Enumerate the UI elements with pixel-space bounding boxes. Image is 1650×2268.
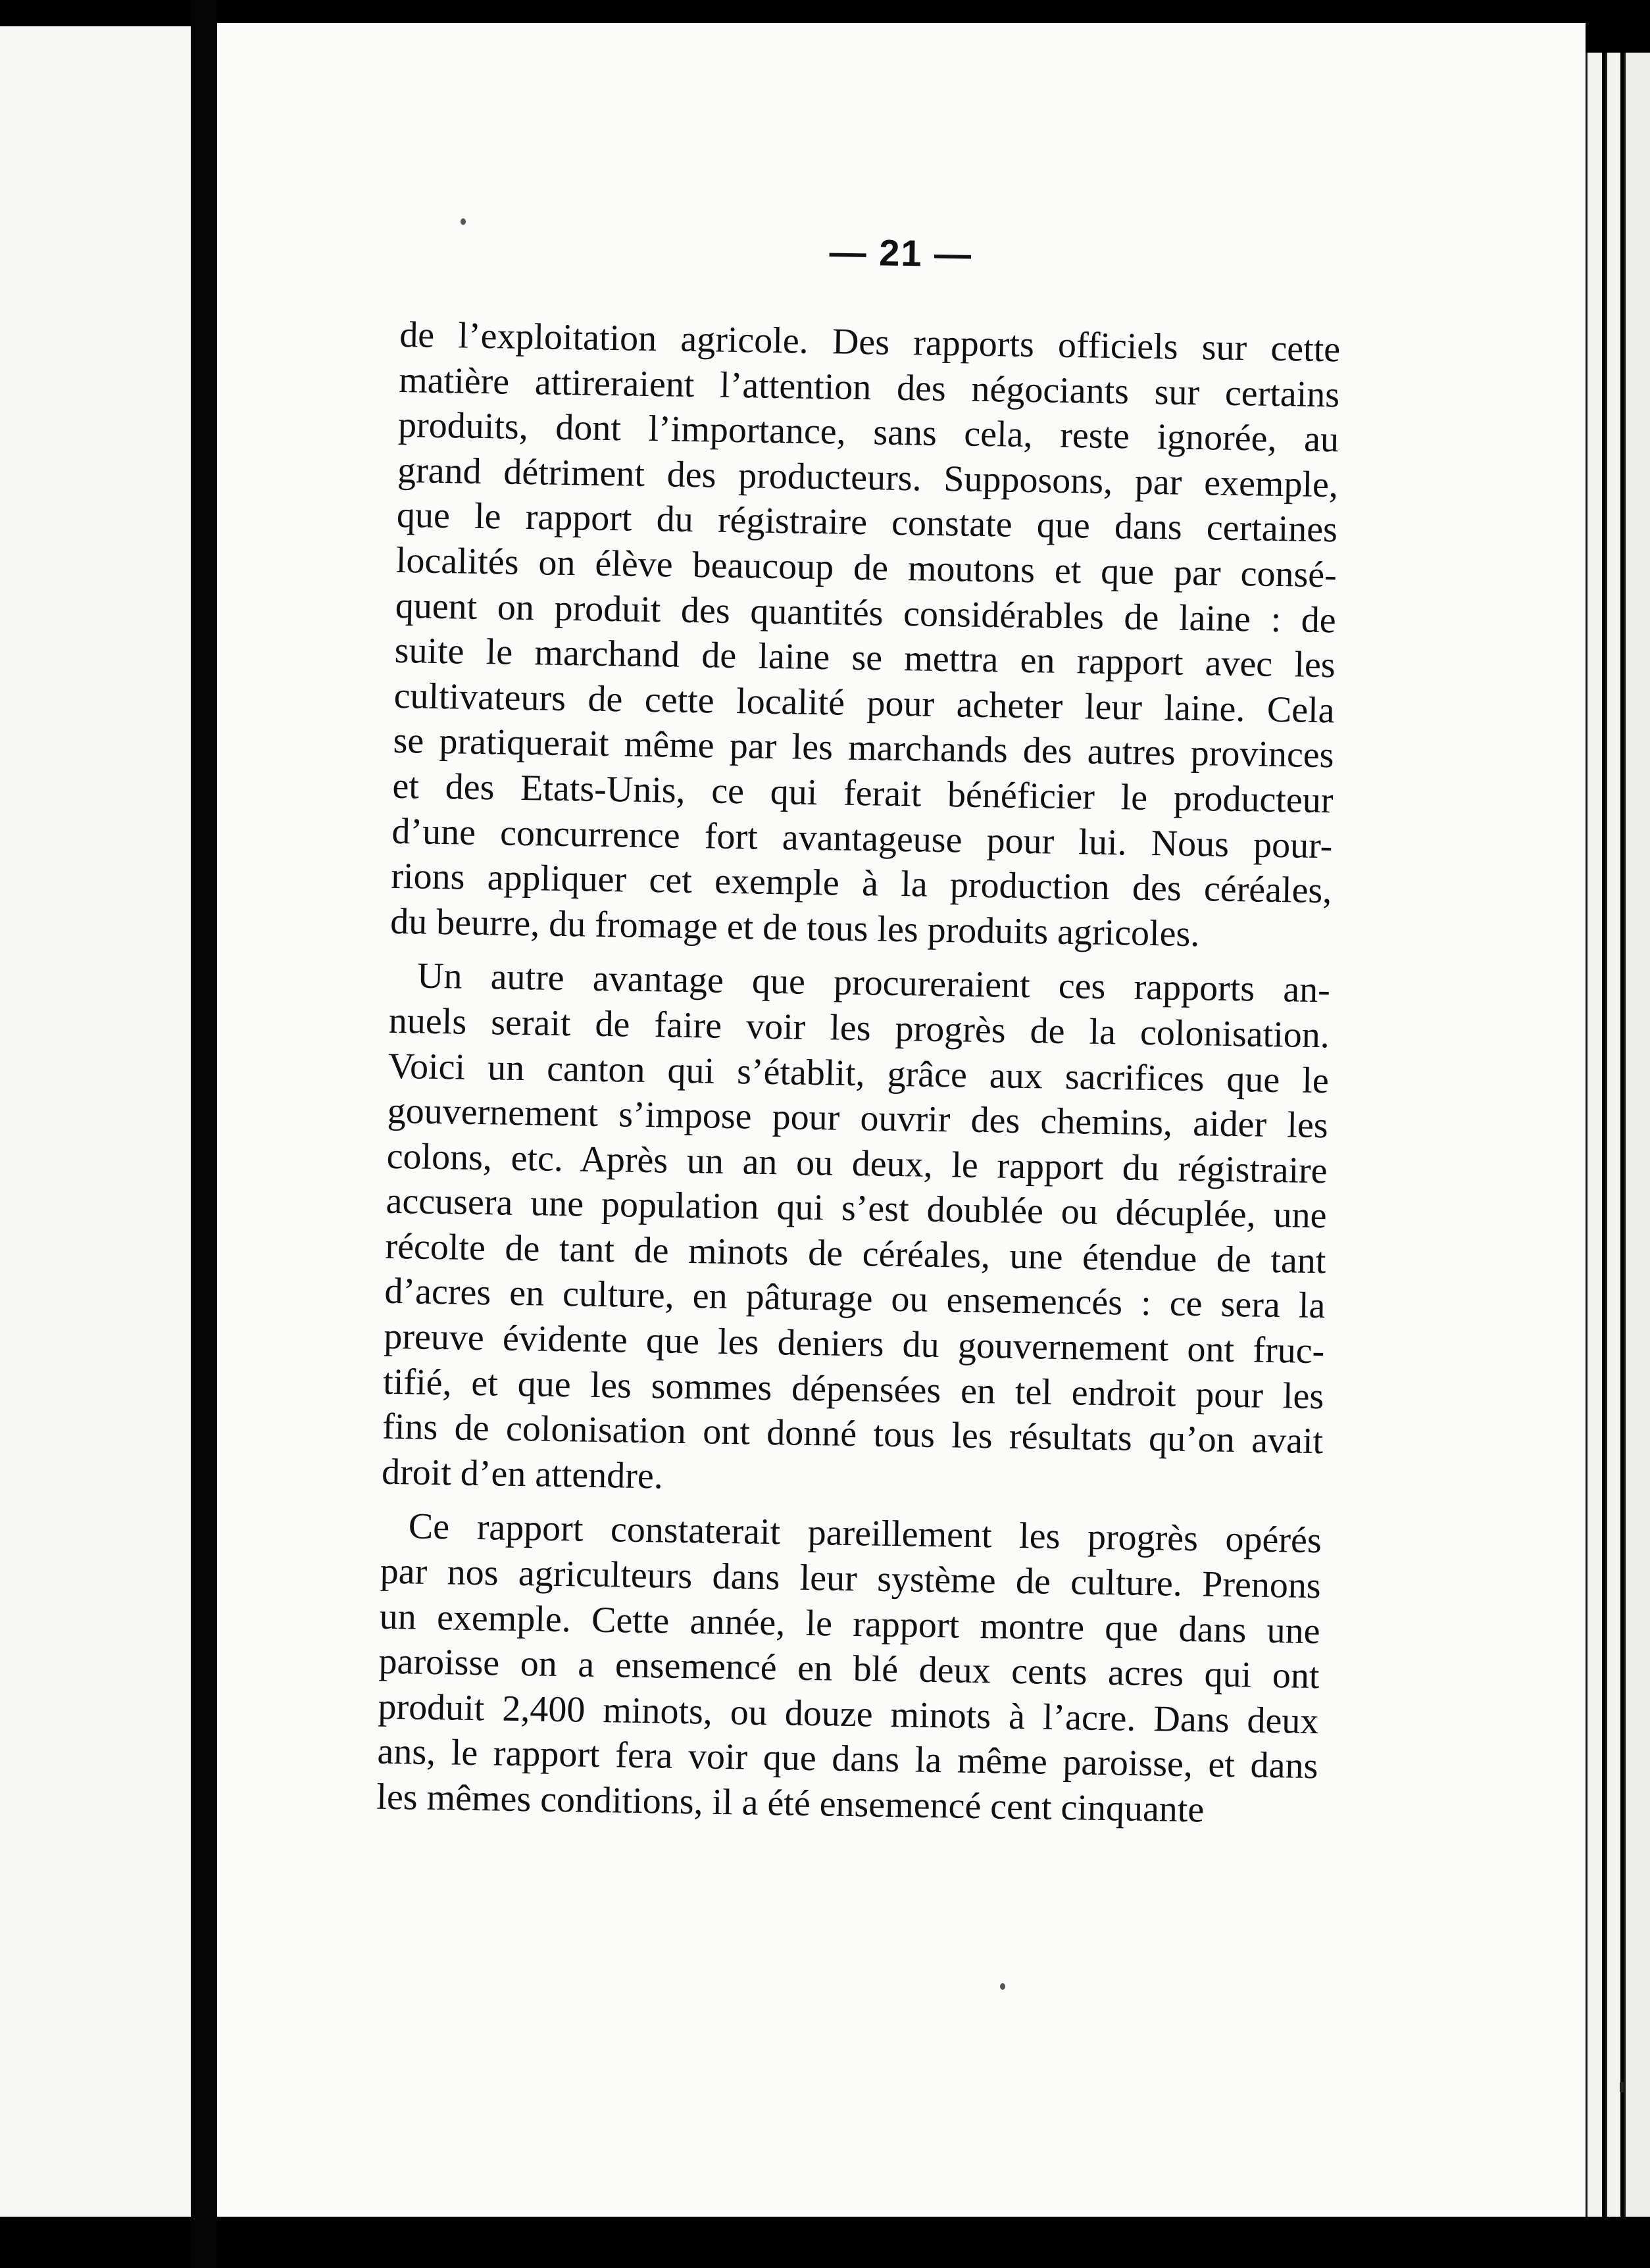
text-line: d’une concurrence fort avantageuse pour lui. Nous pour- [391,810,1333,866]
text-line: se pratiquerait même par les marchands des autres provinces [393,720,1334,776]
paragraph [382,953,1331,1509]
text-line: fins de colonisation ont donné tous les résultats qu’on avait [382,1406,1324,1462]
body-text [376,224,1342,1844]
page-number: — 21 — [829,231,973,275]
book-gutter [191,0,217,2268]
text-line: accusera une population qui s’est doublée ou décuplée, une [386,1181,1327,1237]
paragraph-container [376,312,1341,1835]
text-line: du beurre, du fromage et de tous les produits agricoles. [389,900,1200,954]
text-line: grand détriment des producteurs. Supposons, par exemple, [397,449,1339,506]
page-edge-stack [1605,53,1620,2217]
text-line: nuels serait de faire voir les progrès de la colonisation. [388,1000,1330,1056]
page-edge-stack [1586,53,1602,2217]
dust-speck [1000,1983,1005,1990]
text-line: paroisse on a ensemencé en blé deux cents acres qui ont [378,1640,1320,1697]
text-line: récolte de tant de minots de céréales, une étendue de tant [385,1225,1326,1282]
text-line: Un autre avantage que procureraient ces rapports an- [416,955,1331,1011]
dust-speck [1620,2082,1624,2092]
text-line: d’acres en culture, en pâturage ou ensemencés : ce sera la [384,1271,1326,1327]
text-line: que le rapport du régistraire constate que dans certaines [396,495,1338,551]
text-line: Voici un canton qui s’établit, grâce aux sacrifices que le [388,1045,1330,1101]
text-line: preuve évidente que les deniers du gouvernement ont fruc- [383,1316,1325,1372]
text-line: rions appliquer cet exemple à la production des céréales, [390,856,1332,912]
text-line: tifié, et que les sommes dépensées en tel endroit pour les [382,1361,1324,1417]
text-line: de l’exploitation agricole. Des rapports officiels sur cette [399,314,1341,370]
text-line: un exemple. Cette année, le rapport montre que dans une [379,1596,1321,1652]
text-line: gouvernement s’impose pour ouvrir des chemins, aider les [387,1090,1329,1146]
text-line: les mêmes conditions, il a été ensemencé cent cinquante [376,1776,1205,1831]
paragraph [390,312,1341,959]
text-line: colons, etc. Après un an ou deux, le rapport du régistraire [386,1135,1328,1191]
text-line: cultivateurs de cette localité pour acheter leur laine. Cela [393,675,1336,731]
text-line: et des Etats-Unis, ce qui ferait bénéficier le producteur [392,765,1334,822]
text-line: ans, le rapport fera voir que dans la même paroisse, et dans [377,1731,1318,1787]
paragraph [376,1504,1322,1835]
text-line: par nos agriculteurs dans leur système de culture. Prenons [380,1550,1322,1607]
text-line: Ce rapport constaterait pareillement les progrès opérés [408,1506,1322,1562]
text-line: produits, dont l’importance, sans cela, reste ignorée, au [397,405,1339,460]
left-page-edge [0,26,191,2217]
text-line: matière attireraient l’attention des négociants sur certains [398,359,1340,416]
text-line: quent on produit des quantités considérables de laine : de [395,585,1337,641]
text-line: suite le marchand de laine se mettra en rapport avec les [394,630,1336,686]
text-line: localités on élève beaucoup de moutons et que par consé- [395,539,1338,596]
text-line: droit d’en attendre. [381,1451,664,1497]
text-line: produit 2,400 minots, ou douze minots à l’acre. Dans deux [378,1686,1319,1742]
page-edge-stack [1624,53,1650,2217]
